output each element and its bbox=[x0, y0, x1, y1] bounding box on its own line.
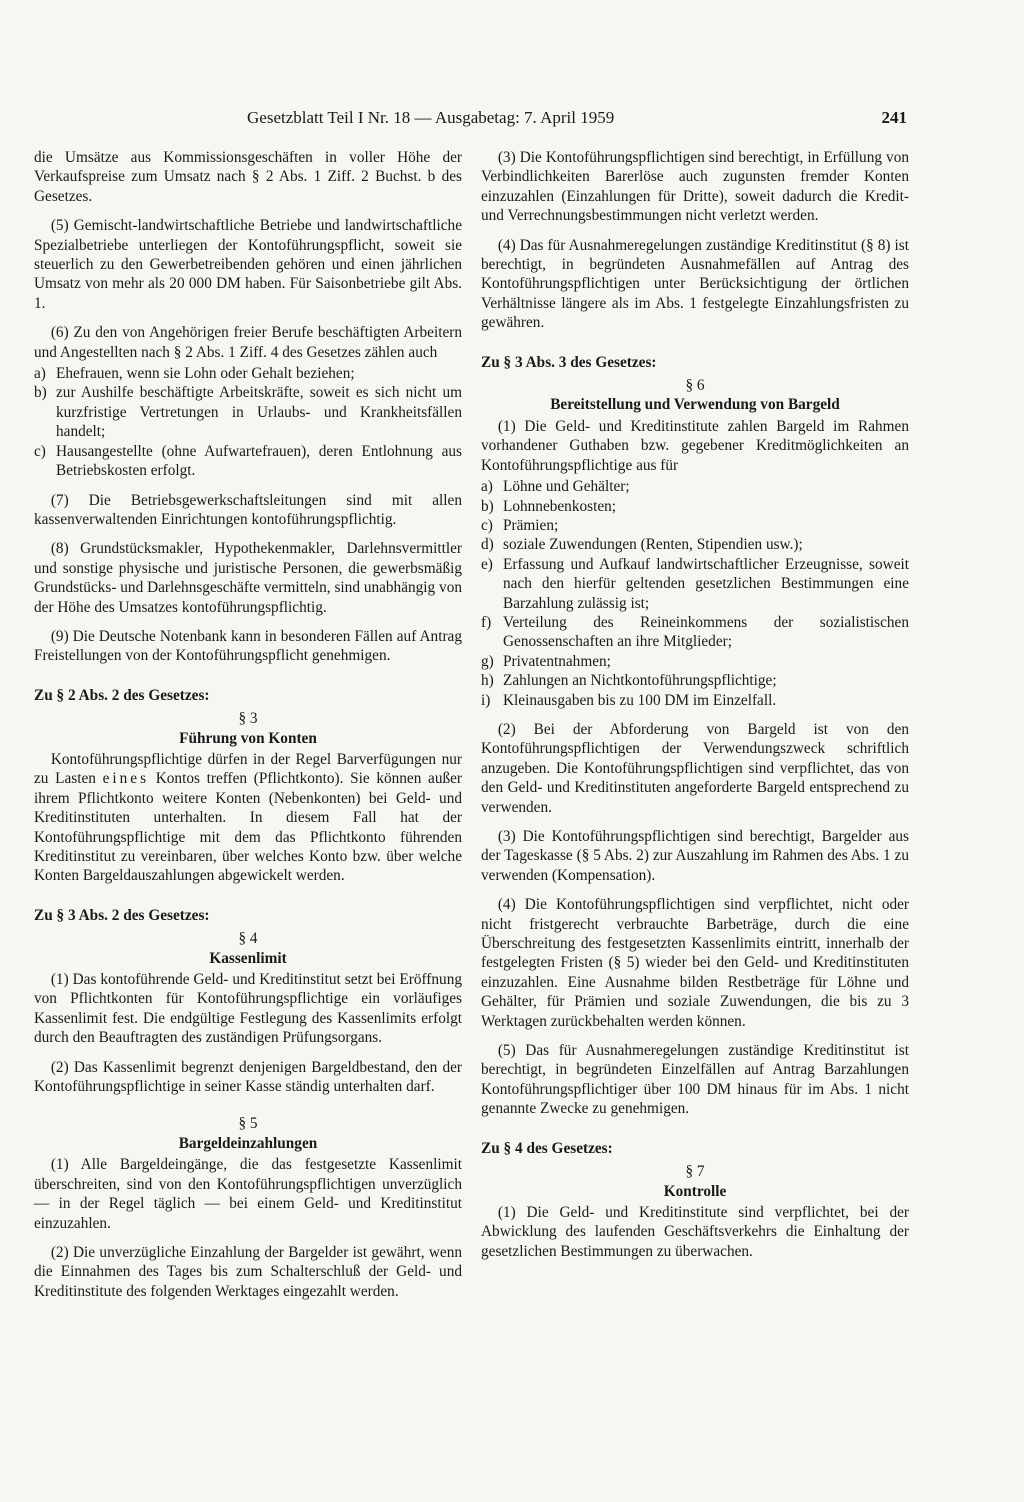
section-4-paragraph-2: (2) Das Kassenlimit begrenzt denjenigen Bargeldbestand, den der Kontoführungspflichtige in seiner Kasse ständig unterhalten darf. bbox=[34, 1058, 462, 1096]
section-title: Kontrolle bbox=[663, 1182, 727, 1200]
list-item bbox=[34, 383, 462, 441]
section-number: § 4 bbox=[238, 930, 258, 948]
list-item-label: c) bbox=[34, 442, 46, 460]
text-segment: Kontos treffen (Pflichtkonto). Sie können außer ihrem Pflichtkonto weitere Konten (Nebenkonten) bei Geld- und Kreditinstituten unterhalten. In diesem Fall hat der Kontoführungspflichtige mit dem das Pflichtkonto führenden Kreditinstitut zu vereinbaren, über welches Konto bzw. über welche Konten Bargeldauszahlungen abgewickelt werden. bbox=[34, 770, 462, 885]
list-p6 bbox=[34, 364, 462, 480]
section-4-paragraph-1: (1) Das kontoführende Geld- und Kreditinstitut setzt bei Eröffnung von Pflichtkonten für Kontoführungspflichtige ein vorläufiges Kassenlimit fest. Die endgültige Festlegung des Kassenlimits erfolgt durch den Beauftragten des zuständigen Prüfungsorgans. bbox=[34, 971, 462, 1047]
list-item-label: i) bbox=[481, 691, 491, 709]
list-item-label: e) bbox=[481, 555, 493, 573]
section-6-paragraph-5: (5) Das für Ausnahmeregelungen zuständige Kreditinstitut ist berechtigt, in begründeten Einzelfällen auf Antrag Barzahlungen Kontoführungspflichtiger über 100 DM hinaus für im Abs. 1 nicht genannte Zwecke zu genehmigen. bbox=[481, 1042, 909, 1118]
list-item-label: a) bbox=[34, 365, 46, 383]
section-number: § 3 bbox=[238, 710, 258, 728]
reference-heading: Zu § 3 Abs. 3 des Gesetzes: bbox=[481, 353, 657, 371]
list-item-text: Erfassung und Aufkauf landwirtschaftlicher Erzeugnisse, soweit nach den hierfür geltenden gesetzlichen Bestimmungen eine Barzahlung zulässig ist; bbox=[503, 555, 909, 612]
spaced-word: eines bbox=[102, 770, 150, 788]
list-item-text: soziale Zuwendungen (Renten, Stipendien usw.); bbox=[503, 536, 803, 554]
list-item bbox=[481, 691, 909, 710]
list-item-label: b) bbox=[34, 384, 47, 402]
list-item-text: Hausangestellte (ohne Aufwartefrauen), deren Entlohnung aus Betriebskosten erfolgt. bbox=[56, 442, 462, 480]
list-item-text: Zahlungen an Nichtkontoführungspflichtige; bbox=[503, 672, 777, 690]
list-item-label: h) bbox=[481, 672, 494, 690]
list-item bbox=[481, 652, 909, 671]
list-item bbox=[481, 613, 909, 652]
section-title: Führung von Konten bbox=[179, 729, 317, 747]
list-item bbox=[481, 555, 909, 613]
list-item-text: Kleinausgaben bis zu 100 DM im Einzelfall. bbox=[503, 691, 777, 709]
list-item-label: c) bbox=[481, 516, 493, 534]
list-item bbox=[481, 535, 909, 554]
section-6-paragraph-2: (2) Bei der Abforderung von Bargeld ist von den Kontoführungspflichtigen der Verwendungszweck schriftlich anzugeben. Die Kontoführungspflichtigen sind verpflichtet, das von den Geld- und Kreditinstituten angeforderte Bargeld entsprechend zu verwenden. bbox=[481, 720, 909, 816]
list-item bbox=[481, 477, 909, 496]
text-segment: Kontoführungspflichtige dürfen in der Regel Barverfügungen nur zu Lasten bbox=[34, 750, 462, 788]
list-item-text: Verteilung des Reineinkommens der sozialistischen Genossenschaften an ihre Mitglieder; bbox=[503, 613, 909, 651]
list-item bbox=[34, 364, 462, 383]
list-item-text: Löhne und Gehälter; bbox=[503, 478, 630, 496]
section-3-paragraph bbox=[34, 750, 462, 886]
paragraph-7: (7) Die Betriebsgewerkschaftsleitungen sind mit allen kassenverwaltenden Einrichtungen kontoführungspflichtig. bbox=[34, 491, 462, 528]
section-title: Kassenlimit bbox=[209, 949, 287, 967]
section-6-paragraph-4: (4) Die Kontoführungspflichtigen sind verpflichtet, nicht oder nicht fristgerecht verbrauchte Barbeträge, durch die eine Überschreitung des festgesetzten Kassenlimits eintritt, innerhalb der festgelegten Fristen (§ 5) wieder bei den Geld- und Kreditinstituten einzuzahlen. Eine Ausnahme bilden Restbeträge für Löhne und Gehälter, für Prämien und soziale Zuwendungen, die bis zu 3 Werktagen zurückbehalten werden können. bbox=[481, 896, 909, 1030]
paragraph-5: (5) Gemischt-landwirtschaftliche Betriebe und landwirtschaftliche Spezialbetriebe unterliegen der Kontoführungspflicht, soweit sie steuerlich zu den Gewerbetreibenden gehören und einen jährlichen Umsatz von mehr als 20 000 DM haben. Für Saisonbetriebe gilt Abs. 1. bbox=[34, 217, 462, 312]
list-item bbox=[481, 671, 909, 690]
reference-heading: Zu § 2 Abs. 2 des Gesetzes: bbox=[34, 686, 210, 704]
section-6-paragraph-1: (1) Die Geld- und Kreditinstitute zahlen Bargeld im Rahmen vorhandener Guthaben bzw. gegebener Kreditmöglichkeiten an Kontoführungspflichtige aus für bbox=[481, 417, 909, 474]
paragraph-continuation: die Umsätze aus Kommissionsgeschäften in voller Höhe der Verkaufspreise zum Umsatz nach § 2 Abs. 1 Ziff. 2 Buchst. b des Gesetzes. bbox=[34, 149, 462, 205]
list-item-label: g) bbox=[481, 652, 494, 670]
list-item bbox=[481, 516, 909, 535]
section-6-paragraph-3: (3) Die Kontoführungspflichtigen sind berechtigt, Bargelder aus der Tageskasse (§ 5 Abs. 2) zur Auszahlung im Rahmen des Abs. 1 zu verwenden (Kompensation). bbox=[481, 828, 909, 884]
section-number: § 7 bbox=[685, 1163, 705, 1181]
paragraph-4: (4) Das für Ausnahmeregelungen zuständige Kreditinstitut (§ 8) ist berechtigt, in begründeten Ausnahmefällen auf Antrag des Kontoführungspflichtigen unter Berücksichtigung der örtlichen Verhältnisse längere als im Abs. 1 festgelegte Einzahlungsfristen zu gewähren. bbox=[481, 236, 909, 332]
list-item-label: b) bbox=[481, 497, 494, 515]
paragraph-6: (6) Zu den von Angehörigen freier Berufe beschäftigten Arbeitern und Angestellten nach § 2 Abs. 1 Ziff. 4 des Gesetzes zählen auch bbox=[34, 324, 462, 361]
section-5-paragraph-2: (2) Die unverzügliche Einzahlung der Bargelder ist gewährt, wenn die Einnahmen des Tages bis zum Schalterschluß der Geld- und Kreditinstitute des folgenden Werktages eingezahlt werden. bbox=[34, 1243, 462, 1300]
paragraph-9: (9) Die Deutsche Notenbank kann in besonderen Fällen auf Antrag Freistellungen von der Kontoführungspflicht genehmigen. bbox=[34, 627, 462, 665]
list-item-text: zur Aushilfe beschäftigte Arbeitskräfte, soweit es sich nicht um kurzfristige Vertretungen in Urlaubs- und Krankheitsfällen handelt; bbox=[56, 384, 462, 441]
reference-heading: Zu § 3 Abs. 2 des Gesetzes: bbox=[34, 906, 210, 924]
list-item-text: Prämien; bbox=[503, 516, 559, 534]
list-item bbox=[34, 442, 462, 481]
left-column bbox=[34, 148, 462, 1311]
list-item-label: a) bbox=[481, 478, 493, 496]
right-column bbox=[481, 148, 909, 1271]
list-s6 bbox=[481, 477, 909, 710]
section-number: § 5 bbox=[238, 1115, 258, 1133]
list-item-text: Privatentnahmen; bbox=[503, 652, 611, 670]
section-5-paragraph-1: (1) Alle Bargeldeingänge, die das festgesetzte Kassenlimit überschreiten, sind von den Kontoführungspflichtigen unverzüglich — in der Regel täglich — bei einem Geld- und Kreditinstitut einzuzahlen. bbox=[34, 1156, 462, 1232]
reference-heading: Zu § 4 des Gesetzes: bbox=[481, 1139, 613, 1157]
list-item-label: d) bbox=[481, 536, 494, 554]
list-item-text: Ehefrauen, wenn sie Lohn oder Gehalt beziehen; bbox=[56, 365, 355, 383]
section-title: Bereitstellung und Verwendung von Bargeld bbox=[550, 396, 840, 414]
header-title: Gesetzblatt Teil I Nr. 18 — Ausgabetag: 7. April 1959 bbox=[247, 108, 615, 127]
list-item-text: Lohnnebenkosten; bbox=[503, 497, 617, 515]
list-item-label: f) bbox=[481, 613, 492, 631]
paragraph-8: (8) Grundstücksmakler, Hypothekenmakler, Darlehnsvermittler und sonstige physische und juristische Personen, die gewerbsmäßig Grundstücks- und Darlehnsgeschäfte vermitteln, sind unabhängig von der Höhe des Umsatzes kontoführungspflichtig. bbox=[34, 540, 462, 616]
page-number: 241 bbox=[881, 108, 907, 127]
paragraph-3: (3) Die Kontoführungspflichtigen sind berechtigt, in Erfüllung von Verbindlichkeiten Barerlöse auch zugunsten fremder Konten einzuzahlen (Einzahlungen für Dritte), soweit dadurch die Kredit- und Verrechnungsbestimmungen nicht verletzt werden. bbox=[481, 149, 909, 225]
section-title: Bargeldeinzahlungen bbox=[178, 1134, 318, 1152]
list-item bbox=[481, 497, 909, 516]
section-7-paragraph-1: (1) Die Geld- und Kreditinstitute sind verpflichtet, bei der Abwicklung des laufenden Geschäftsverkehrs die Einhaltung der gesetzlichen Bestimmungen zu überwachen. bbox=[481, 1203, 909, 1260]
section-number: § 6 bbox=[685, 377, 705, 395]
